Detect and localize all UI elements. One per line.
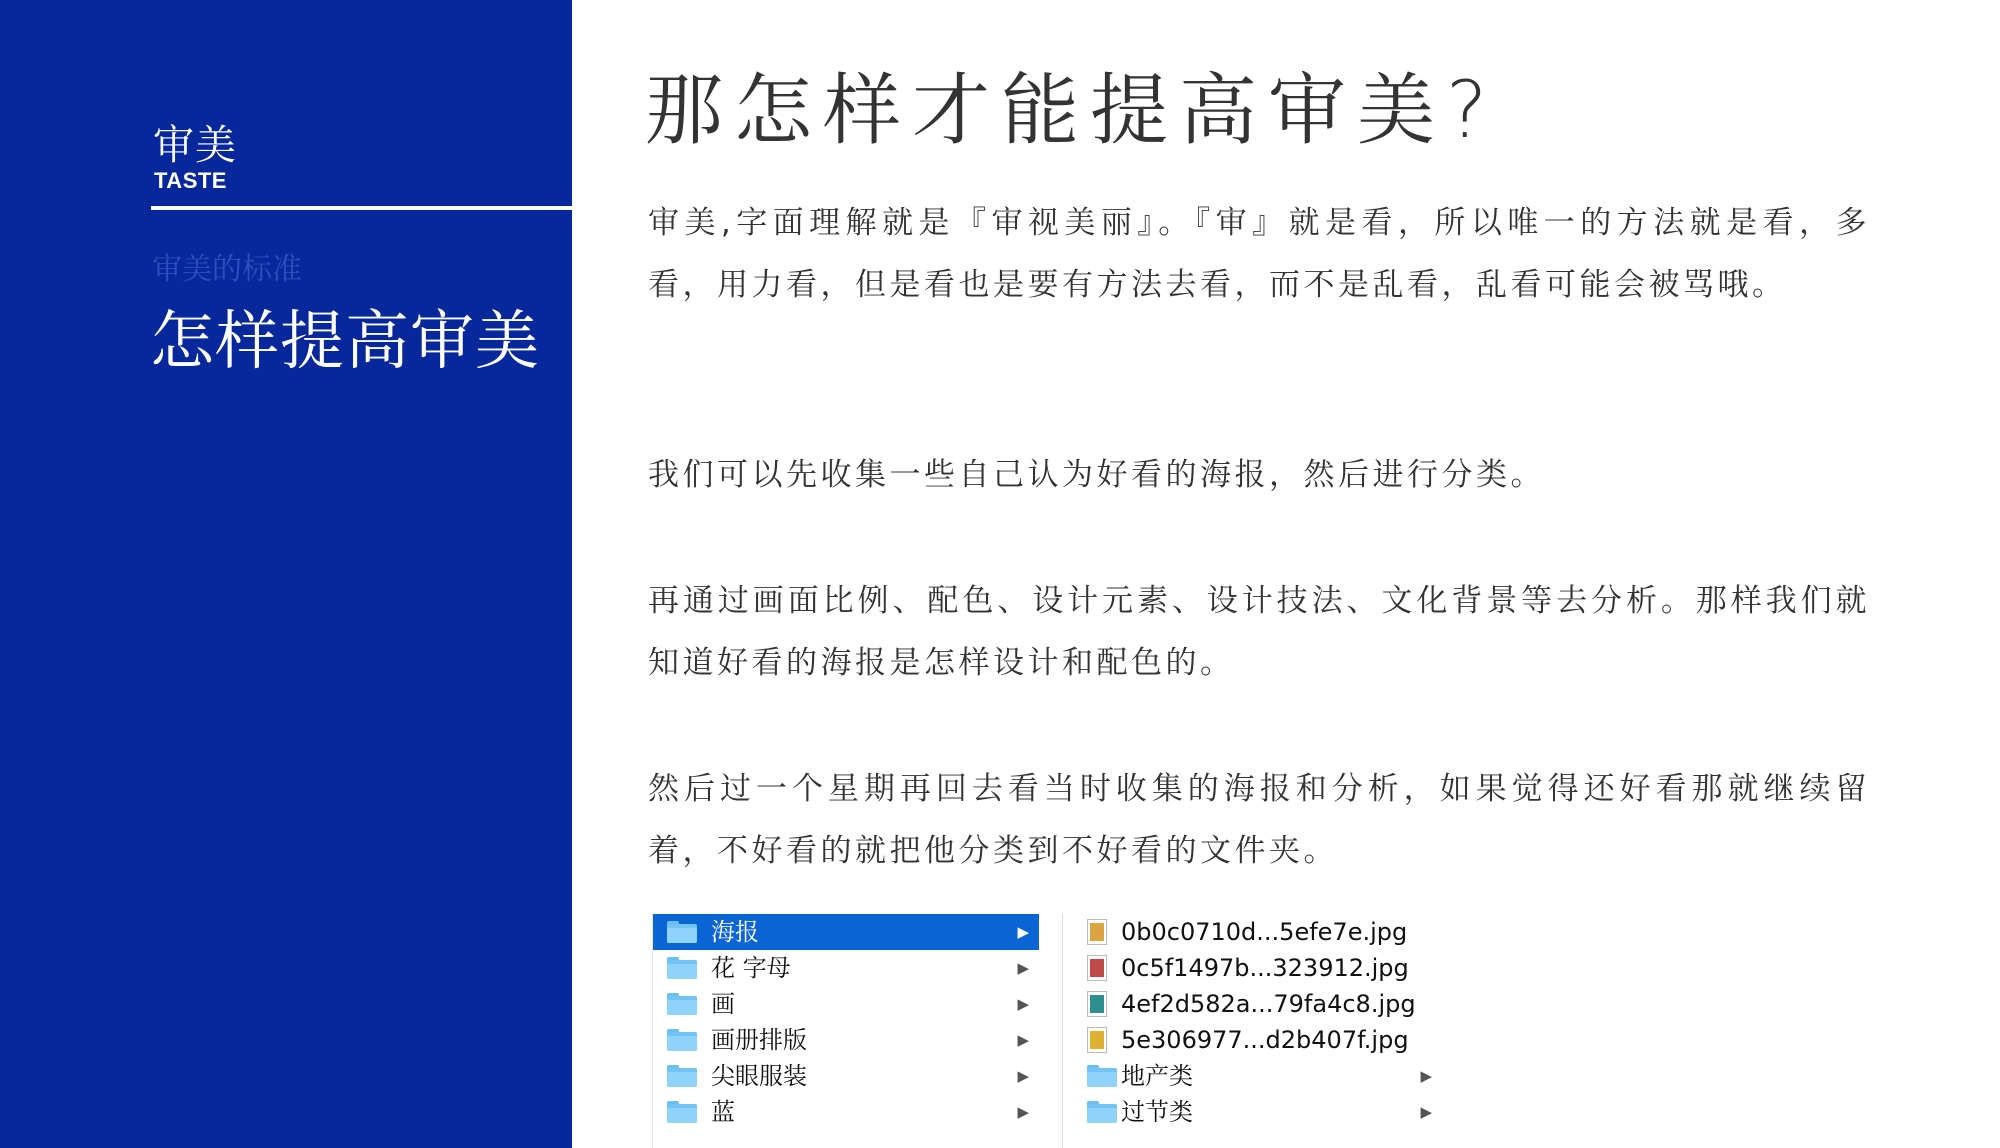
folder-row-album-layout[interactable] <box>653 1022 1039 1058</box>
paragraph-1: 审美,字面理解就是『审视美丽』。『审』就是看，所以唯一的方法就是看，多看，用力看，但是看也是要有方法去看，而不是乱看，乱看可能会被骂哦。 <box>648 205 1870 303</box>
file-label: 0c5f1497b...323912.jpg <box>1121 954 1409 982</box>
folder-label: 花 字母 <box>711 954 791 982</box>
folder-icon <box>667 1029 697 1051</box>
file-label: 0b0c0710d...5efe7e.jpg <box>1121 918 1408 946</box>
image-file-icon <box>1087 919 1107 945</box>
sidebar-item-previous[interactable]: 审美的标准 <box>152 252 302 287</box>
folder-label: 地产类 <box>1121 1062 1193 1090</box>
folder-label: 过节类 <box>1121 1098 1193 1126</box>
folder-row-festival[interactable] <box>1077 1094 1452 1130</box>
column-divider[interactable] <box>1062 914 1063 1148</box>
chevron-right-icon: ▶ <box>1017 1103 1029 1121</box>
folder-row-poster[interactable] <box>653 914 1039 950</box>
chevron-right-icon: ▶ <box>1017 923 1029 941</box>
page-title: 那怎样才能提高审美? <box>645 66 1499 156</box>
file-row[interactable] <box>1077 1022 1452 1058</box>
chevron-right-icon: ▶ <box>1420 1103 1432 1121</box>
folder-label: 海报 <box>711 918 759 946</box>
folder-row-painting[interactable] <box>653 986 1039 1022</box>
paragraph-4: 然后过一个星期再回去看当时收集的海报和分析，如果觉得还好看那就继续留着，不好看的就把他分类到不好看的文件夹。 <box>648 771 1870 869</box>
folder-row-real-estate[interactable] <box>1077 1058 1452 1094</box>
image-file-icon <box>1087 1027 1107 1053</box>
folder-label: 画 <box>711 990 735 1018</box>
file-label: 5e306977...d2b407f.jpg <box>1121 1026 1409 1054</box>
folder-row-fashion[interactable] <box>653 1058 1039 1094</box>
chevron-right-icon: ▶ <box>1017 1067 1029 1085</box>
file-row[interactable] <box>1077 914 1452 950</box>
folder-icon <box>667 921 697 943</box>
folder-icon <box>1087 1101 1117 1123</box>
folder-icon <box>667 1101 697 1123</box>
sidebar-item-current[interactable]: 怎样提高审美 <box>150 305 540 379</box>
sidebar-divider <box>151 206 572 210</box>
folder-label: 尖眼服装 <box>711 1062 807 1090</box>
paragraph-3: 再通过画面比例、配色、设计元素、设计技法、文化背景等去分析。那样我们就知道好看的海报是怎样设计和配色的。 <box>648 583 1870 681</box>
folder-label: 画册排版 <box>711 1026 807 1054</box>
sidebar-title: 审美 <box>153 121 237 169</box>
image-file-icon <box>1087 991 1107 1017</box>
chevron-right-icon: ▶ <box>1017 1031 1029 1049</box>
folder-icon <box>667 993 697 1015</box>
folder-icon <box>667 1065 697 1087</box>
sidebar <box>0 0 572 1148</box>
folder-row-blue[interactable] <box>653 1094 1039 1130</box>
sidebar-subtitle: TASTE <box>154 168 227 193</box>
folder-label: 蓝 <box>711 1098 735 1126</box>
folder-icon <box>667 957 697 979</box>
chevron-right-icon: ▶ <box>1420 1067 1432 1085</box>
folder-icon <box>1087 1065 1117 1087</box>
file-row[interactable] <box>1077 950 1452 986</box>
chevron-right-icon: ▶ <box>1017 995 1029 1013</box>
folder-row-flower-letters[interactable] <box>653 950 1039 986</box>
image-file-icon <box>1087 955 1107 981</box>
finder-column-1 <box>652 914 1039 1148</box>
file-label: 4ef2d582a...79fa4c8.jpg <box>1121 990 1416 1018</box>
chevron-right-icon: ▶ <box>1017 959 1029 977</box>
finder-column-view <box>652 914 1452 1148</box>
finder-column-2 <box>1077 914 1452 1148</box>
paragraph-2: 我们可以先收集一些自己认为好看的海报，然后进行分类。 <box>648 457 1545 493</box>
file-row[interactable] <box>1077 986 1452 1022</box>
